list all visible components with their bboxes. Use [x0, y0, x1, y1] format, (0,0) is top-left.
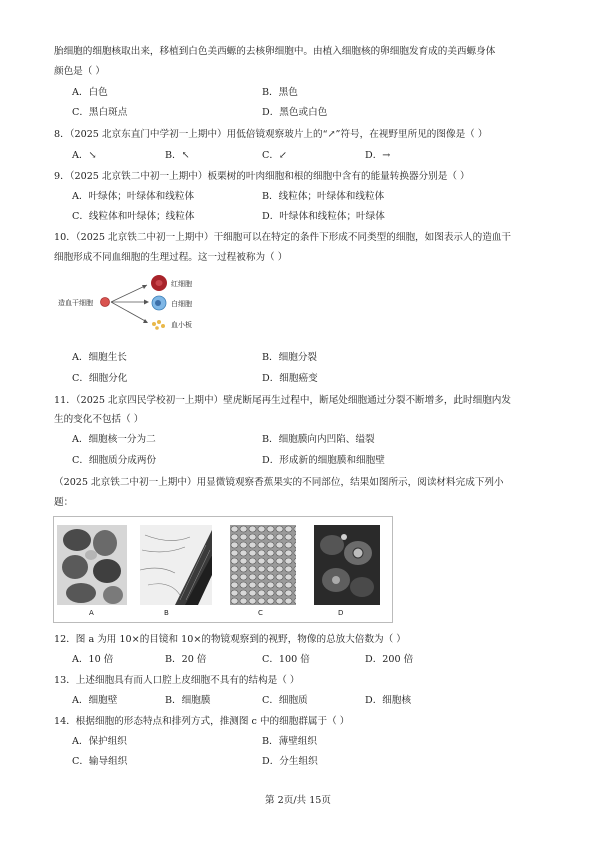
intro-option-a[interactable]: A．白色: [72, 87, 108, 98]
q14-option-c[interactable]: C．输导组织: [72, 756, 128, 767]
q11-option-a[interactable]: A．细胞核一分为二: [72, 434, 156, 445]
q13-option-d[interactable]: D．细胞核: [365, 695, 412, 706]
q8-option-d[interactable]: D．→: [365, 150, 391, 161]
q11-option-d[interactable]: D．形成新的细胞膜和细胞壁: [262, 455, 385, 466]
q9-option-b[interactable]: B．线粒体；叶绿体和线粒体: [262, 191, 385, 202]
q10-stem-line-1: 10．（2025 北京铁二中初一上期中）干细胞可以在特定的条件下形成不同类型的细胞，如图表示人的造血干: [54, 232, 511, 243]
intro-option-d[interactable]: D．黑色或白色: [262, 107, 328, 118]
q8-option-a[interactable]: A．↘: [72, 150, 97, 161]
q13-option-c[interactable]: C．细胞质: [262, 695, 308, 706]
q14-option-a[interactable]: A．保护组织: [72, 736, 127, 747]
micrograph-c: [230, 525, 296, 605]
q12-option-c[interactable]: C．100 倍: [262, 654, 310, 665]
material-intro-line-2: 题：: [54, 497, 74, 508]
q10-option-b[interactable]: B．细胞分裂: [262, 352, 318, 363]
intro-option-b[interactable]: B．黑色: [262, 87, 298, 98]
stem-cell-icon: [101, 298, 110, 307]
micrograph-a: [57, 525, 127, 605]
q14-option-d[interactable]: D．分生组织: [262, 756, 318, 767]
q9-stem: 9．（2025 北京铁二中初一上期中）板栗树的叶肉细胞和根的细胞中含有的能量转换器分别是（ ）: [54, 171, 470, 182]
micrograph-caption-a: A: [89, 609, 94, 617]
micrograph-caption-d: D: [338, 609, 344, 617]
q10-stem-line-2: 细胞形成不同血细胞的生理过程。这一过程被称为（ ）: [54, 252, 288, 263]
q11-stem-line-2: 生的变化不包括（ ）: [54, 414, 144, 425]
q9-option-a[interactable]: A．叶绿体；叶绿体和线粒体: [72, 191, 195, 202]
intro-line-1: 胎细胞的细胞核取出来，移植到白色美西螈的去核卵细胞中。由植入细胞核的卵细胞发育成的美西螈身体: [54, 46, 496, 57]
q11-option-b[interactable]: B．细胞膜向内凹陷、缢裂: [262, 434, 375, 445]
q9-option-c[interactable]: C．线粒体和叶绿体；线粒体: [72, 211, 195, 222]
q8-option-c[interactable]: C．↙: [262, 150, 287, 161]
q12-option-a[interactable]: A．10 倍: [72, 654, 114, 665]
q12-stem: 12．图 a 为用 10×的目镜和 10×的物镜观察到的视野，物像的总放大倍数为（ ）: [54, 634, 406, 645]
page-footer: 第 2页/共 15页: [264, 795, 332, 806]
stem-cell-diagram: [55, 272, 215, 338]
intro-option-c[interactable]: C．黑白斑点: [72, 107, 128, 118]
diagram-label-red: 红细胞: [171, 280, 192, 288]
platelet-icon: [152, 320, 165, 330]
q10-option-a[interactable]: A．细胞生长: [72, 352, 127, 363]
q9-option-d[interactable]: D．叶绿体和线粒体；叶绿体: [262, 211, 385, 222]
diagram-label-white: 白细胞: [171, 300, 192, 308]
micrograph-caption-b: B: [164, 609, 169, 617]
micrograph-b: [140, 525, 212, 605]
arrow-to-platelet: [111, 302, 147, 322]
q10-option-c[interactable]: C．细胞分化: [72, 373, 128, 384]
q12-option-b[interactable]: B．20 倍: [165, 654, 207, 665]
arrow-to-red: [111, 285, 147, 302]
q11-option-c[interactable]: C．细胞质分成两份: [72, 455, 157, 466]
q13-stem: 13．上述细胞具有而人口腔上皮细胞不具有的结构是（ ）: [54, 675, 300, 686]
intro-line-2: 颜色是（ ）: [54, 66, 106, 77]
diagram-label-platelet: 血小板: [171, 321, 192, 329]
q8-stem: 8．（2025 北京东直门中学初一上期中）用低倍镜观察玻片上的“↗”符号，在视野里所见的图像是（ ）: [54, 129, 488, 140]
q14-option-b[interactable]: B．薄壁组织: [262, 736, 318, 747]
diagram-source-label: 造血干细胞: [58, 299, 93, 307]
material-intro-line-1: （2025 北京铁二中初一上期中）用显微镜观察香蕉果实的不同部位，结果如图所示，阅读材料完成下列小: [54, 477, 504, 488]
q11-stem-line-1: 11．（2025 北京四民学校初一上期中）壁虎断尾再生过程中，断尾处细胞通过分裂不断增多，此时细胞内发: [54, 395, 511, 406]
q13-option-b[interactable]: B．细胞膜: [165, 695, 211, 706]
micrograph-d: [314, 525, 380, 605]
q12-option-d[interactable]: D．200 倍: [365, 654, 414, 665]
micrograph-caption-c: C: [258, 609, 263, 617]
q10-option-d[interactable]: D．细胞癌变: [262, 373, 318, 384]
q13-option-a[interactable]: A．细胞壁: [72, 695, 118, 706]
q8-option-b[interactable]: B．↖: [165, 150, 190, 161]
q14-stem: 14．根据细胞的形态特点和排列方式，推测图 c 中的细胞群属于（ ）: [54, 716, 350, 727]
